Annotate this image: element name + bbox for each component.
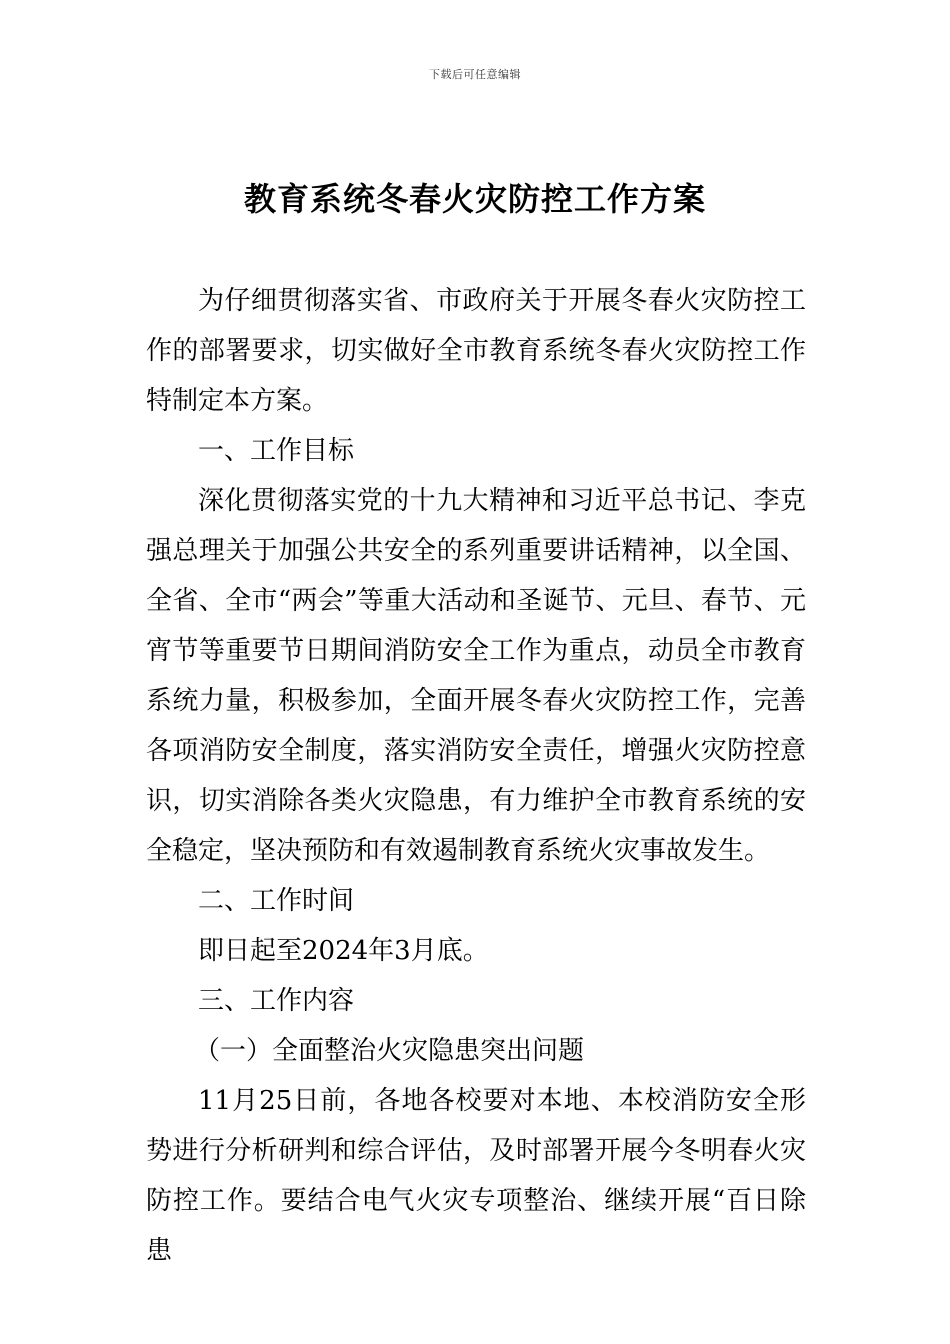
section-heading-time: 二、工作时间: [198, 886, 355, 916]
document-title: 教育系统冬春火灾防控工作方案: [243, 180, 706, 218]
content-paragraph: 11月25日前，各地各校要对本地、本校消防安全形势进行分析研判和综合评估，及时部署开展今冬明春火灾防控工作。要结合电气火灾专项整治、继续开展“百日除患: [146, 1086, 806, 1266]
goals-paragraph: 深化贯彻落实党的十九大精神和习近平总书记、李克强总理关于加强公共安全的系列重要讲话精神，以全国、全省、全市“两会”等重大活动和圣诞节、元旦、春节、元宵节等重要节日期间消防安全工作为重点，动员全市教育系统力量，积极参加，全面开展冬春火灾防控工作，完善各项消防安全制度，落实消防安全责任，增强火灾防控意识，切实消除各类火灾隐患，有力维护全市教育系统的安全稳定，坚决预防和有效遏制教育系统火灾事故发生。: [146, 486, 806, 866]
section-heading-goals: 一、工作目标: [198, 436, 355, 466]
document-body: [146, 276, 806, 1276]
subsection-heading-hazards: （一）全面整治火灾隐患突出问题: [194, 1036, 585, 1066]
intro-paragraph: 为仔细贯彻落实省、市政府关于开展冬春火灾防控工作的部署要求，切实做好全市教育系统冬春火灾防控工作特制定本方案。: [146, 286, 806, 416]
time-paragraph: 即日起至2024年3月底。: [198, 936, 489, 966]
header-note: 下载后可任意编辑: [429, 68, 521, 81]
section-heading-content: 三、工作内容: [198, 986, 355, 1016]
